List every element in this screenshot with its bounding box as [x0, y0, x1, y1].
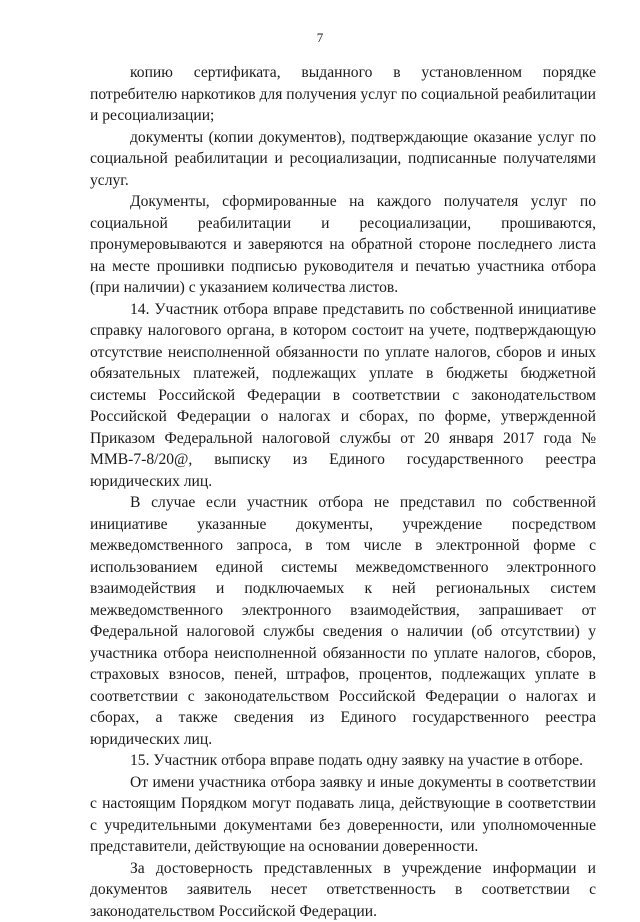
- page-number: 7: [0, 30, 640, 46]
- paragraph-service-documents: документы (копии документов), подтверждающие оказание услуг по социальной реабилитации и ресоциализации, подписанные получателями услуг.: [90, 127, 596, 192]
- paragraph-authorized-persons: От имени участника отбора заявку и иные документы в соответствии с настоящим Порядком могут подавать лица, действующие в соответствии с учредительными документами без доверенности, или уполномоченные представители, действующие на основании доверенности.: [90, 772, 596, 858]
- document-body: [90, 62, 596, 922]
- paragraph-item-14-tax-certificate: 14. Участник отбора вправе представить по собственной инициативе справку налогового органа, в котором состоит на учете, подтверждающую отсутствие неисполненной обязанности по уплате налогов, сборов и иных обязательных платежей, подлежащих уплате в бюджеты бюджетной системы Российской Федерации в соответствии с законодательством Российской Федерации о налогах и сборах, по форме, утвержденной Приказом Федеральной налоговой службы от 20 января 2017 года № ММВ-7-8/20@, выписку из Единого государственного реестра юридических лиц.: [90, 299, 596, 493]
- paragraph-interagency-request: В случае если участник отбора не представил по собственной инициативе указанные документы, учреждение посредством межведомственного запроса, в том числе в электронной форме с использованием единой системы межведомственного электронного взаимодействия и подключаемых к ней региональных систем межведомственного электронного взаимодействия, запрашивает от Федеральной налоговой службы сведения о наличии (об отсутствии) у участника отбора неисполненной обязанности по уплате налогов, сборов, страховых взносов, пеней, штрафов, процентов, подлежащих уплате в соответствии с законодательством Российской Федерации о налогах и сборах, а также сведения из Единого государственного реестра юридических лиц.: [90, 492, 596, 750]
- paragraph-documents-binding: Документы, сформированные на каждого получателя услуг по социальной реабилитации и ресоциализации, прошиваются, пронумеровываются и заверяются на обратной стороне последнего листа на месте прошивки подписью руководителя и печатью участника отбора (при наличии) с указанием количества листов.: [90, 191, 596, 299]
- paragraph-responsibility: За достоверность представленных в учреждение информации и документов заявитель несет ответственность в соответствии с законодательством Российской Федерации.: [90, 858, 596, 922]
- paragraph-item-15-single-application: 15. Участник отбора вправе подать одну заявку на участие в отборе.: [90, 750, 596, 772]
- paragraph-certificate-copy: копию сертификата, выданного в установленном порядке потребителю наркотиков для получения услуг по социальной реабилитации и ресоциализации;: [90, 62, 596, 127]
